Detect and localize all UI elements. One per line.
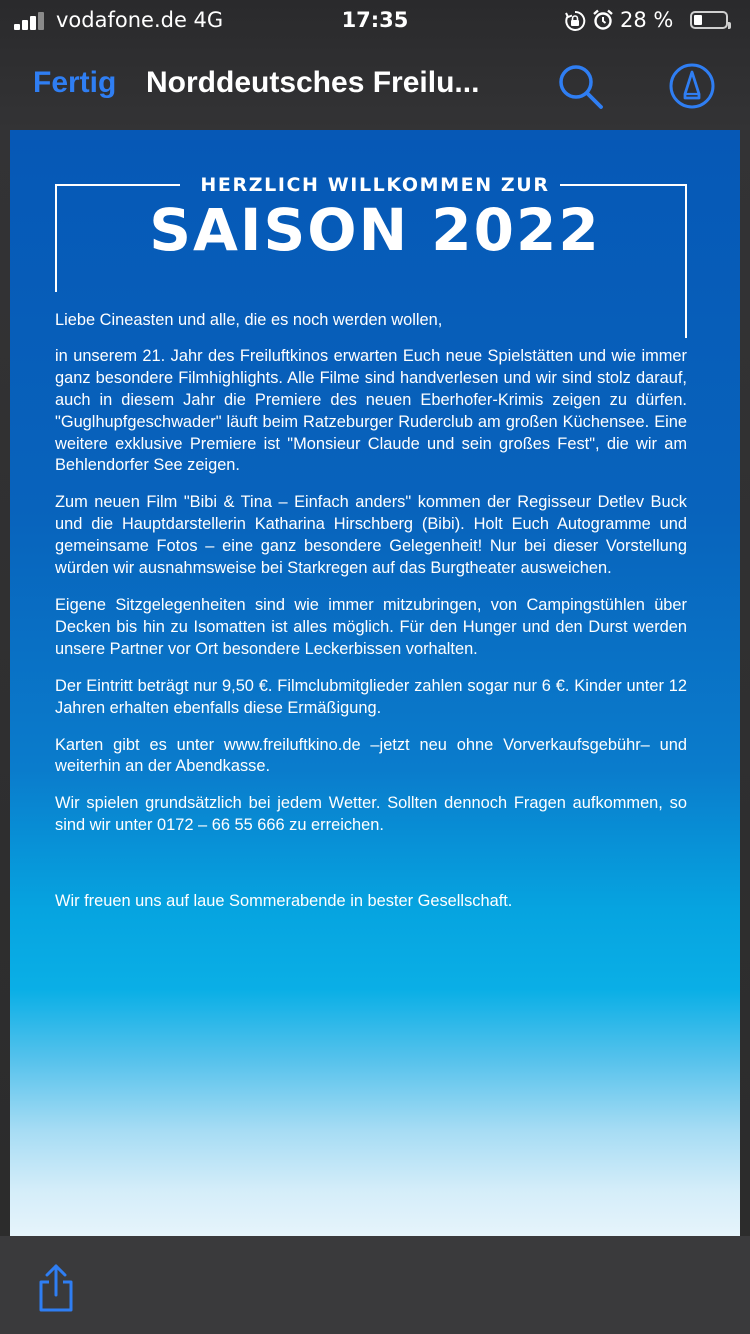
status-time: 17:35 (341, 8, 409, 32)
letter-paragraph: in unserem 21. Jahr des Freiluftkinos erwarten Euch neue Spielstätten und wie immer ganz besondere Filmhighlights. Alle Filme sind handverlesen und wir sind stolz darauf, auch in diesem Jahr die Premiere des neuen Eberhofer-Krimis zeigen zu dürfen. "Guglhupfgeschwader" läuft beim Ratzeburger Ruderclub am großen Küchensee. Eine weitere exklusive Premiere ist "Monsieur Claude und sein großes Fest", die wir am Behlendorfer See zeigen. (55, 346, 687, 475)
letter-paragraph: Der Eintritt beträgt nur 9,50 €. Filmclubmitglieder zahlen sogar nur 6 €. Kinder unter 12 Jahren erhalten ebenfalls diese Ermäßigung. (55, 676, 687, 717)
welcome-heading: SAISON 2022 (149, 196, 601, 264)
done-button[interactable]: Fertig (33, 66, 117, 99)
battery-percent: 28 % (620, 8, 674, 32)
markup-icon[interactable] (668, 62, 716, 110)
letter-paragraph: Wir spielen grundsätzlich bei jedem Wetter. Sollten dennoch Fragen aufkommen, so sind wir unter 0172 – 66 55 666 zu erreichen. (55, 794, 687, 835)
status-bar (0, 0, 750, 42)
share-icon[interactable] (36, 1264, 76, 1314)
navigation-bar (0, 42, 750, 130)
letter-paragraph: Karten gibt es unter www.freiluftkino.de –jetzt neu ohne Vorverkaufsgebühr– und weiterhin an der Abendkasse. (55, 735, 687, 776)
battery-icon (690, 11, 728, 29)
search-icon[interactable] (556, 62, 604, 110)
letter-closing: Wir freuen uns auf laue Sommerabende in bester Gesellschaft. (55, 892, 513, 911)
document-title: Norddeutsches Freilu... (146, 66, 480, 99)
bottom-toolbar (0, 1236, 750, 1334)
orientation-lock-icon (564, 10, 586, 32)
letter-paragraph: Zum neuen Film "Bibi & Tina – Einfach anders" kommen der Regisseur Detlev Buck und die Hauptdarstellerin Katharina Hirschberg (Bibi). Holt Euch Autogramme und gemeinsame Fotos – eine ganz besondere Gelegenheit! Nur bei dieser Vorstellung würden wir ausnahmsweise bei Starkregen auf das Burgtheater ausweichen. (55, 493, 687, 578)
letter-paragraph: Eigene Sitzgelegenheiten sind wie immer mitzubringen, von Campingstühlen über Decken bis hin zu Isomatten ist alles möglich. Für den Hunger und den Durst werden unsere Partner vor Ort besondere Leckerbissen vorhalten. (55, 595, 687, 658)
alarm-icon (592, 9, 614, 31)
pdf-page[interactable] (10, 130, 740, 1236)
letter-greeting: Liebe Cineasten und alle, die es noch werden wollen, (55, 311, 443, 329)
letter-body (55, 310, 687, 913)
welcome-subheading: HERZLICH WILLKOMMEN ZUR (200, 174, 550, 196)
carrier-label: vodafone.de 4G (56, 8, 224, 32)
